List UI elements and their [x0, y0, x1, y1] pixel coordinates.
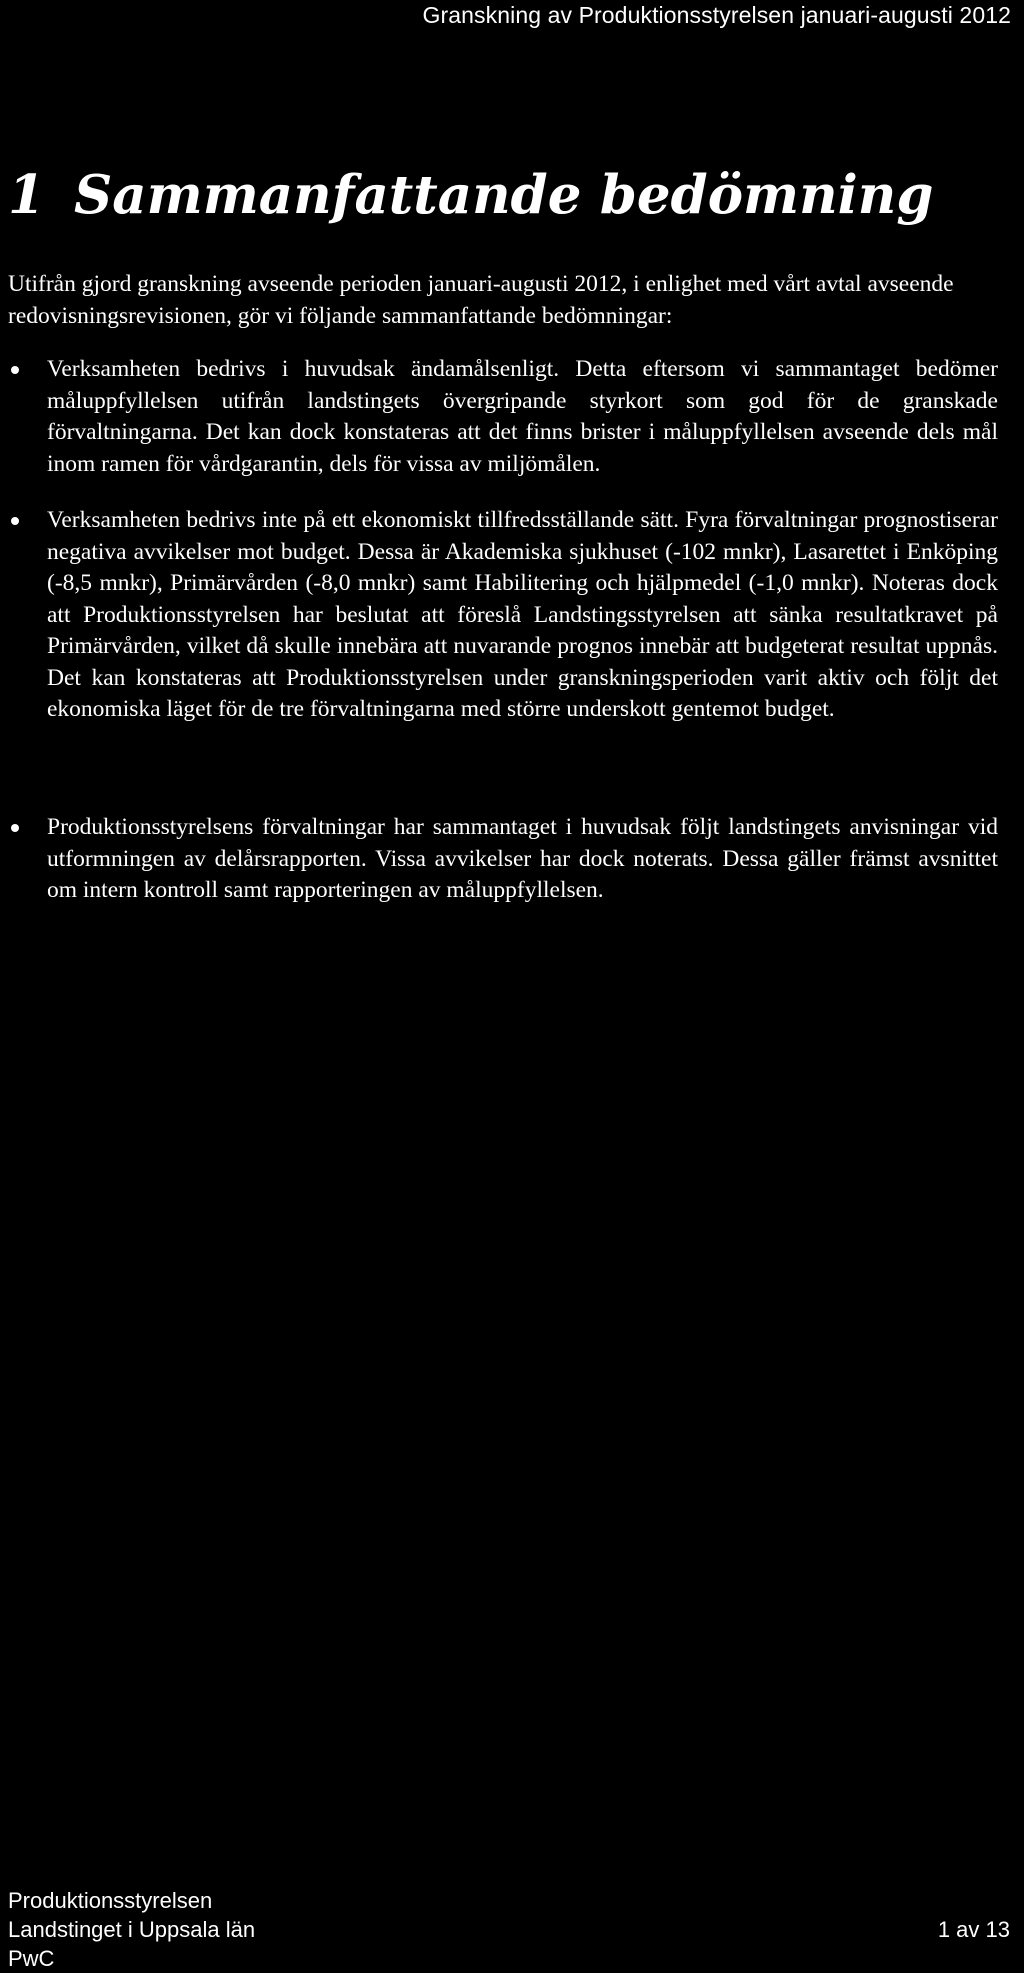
- footer-left: [8, 1886, 255, 1973]
- bullet-list: [8, 812, 998, 907]
- bullet-dot-icon: [11, 824, 19, 832]
- bullet-text-2: Verksamheten bedrivs inte på ett ekonomiskt tillfredsställande sätt. Fyra förvaltningar prognostiserar negativa avvikelser mot budget. Dessa är Akademiska sjukhuset (-102 mnkr), Lasarettet i Enköping (-8,5 mnkr), Primärvården (-8,0 mnkr) samt Habilitering och hjälpmedel (-1,0 mnkr). Noteras dock att Produktionsstyrelsen har beslutat att föreslå Landstingsstyrelsen att sänka resultatkravet på Primärvården, vilket då skulle innebära att nuvarande prognos innebär att budgeterat resultat uppnås. Det kan konstateras att Produktionsstyrelsen under granskningsperioden varit aktiv och följt det ekonomiska läget för de tre förvaltningarna med större underskott gentemot budget.: [47, 507, 998, 722]
- bullet-item-3: [8, 812, 998, 907]
- bullet-list: [8, 354, 998, 480]
- footer-county: Landstinget i Uppsala län: [8, 1917, 256, 1942]
- bullet-item-2: [8, 505, 998, 726]
- bullet-dot-icon: [11, 517, 19, 525]
- intro-paragraph: Utifrån gjord granskning avseende perioden januari-augusti 2012, i enlighet med vårt avtal avseende redovisningsrevisionen, gör vi följande sammanfattande bedömningar:: [8, 271, 954, 329]
- footer-org: Produktionsstyrelsen: [8, 1888, 213, 1913]
- bullet-text-3: Produktionsstyrelsens förvaltningar har sammantaget i huvudsak följt landstingets anvisningar vid utformningen av delårsrapporten. Vissa avvikelser har dock noterats. Dessa gäller främst avsnittet om intern kontroll samt rapporteringen av måluppfyllelsen.: [47, 814, 998, 903]
- bullet-dot-icon: [11, 366, 19, 374]
- running-header: Granskning av Produktionsstyrelsen januari-augusti 2012: [422, 2, 1011, 28]
- footer-firm: PwC: [8, 1946, 55, 1971]
- section-title: Sammanfattande bedömning: [74, 164, 934, 226]
- bullet-text-1: Verksamheten bedrivs i huvudsak ändamålsenligt. Detta eftersom vi sammantaget bedömer måluppfyllelsen utifrån landstingets övergripande styrkort som god för de granskade förvaltningarna. Det kan dock konstateras att det finns brister i måluppfyllelsen avseende dels mål inom ramen för vårdgarantin, dels för vissa av miljömålen.: [47, 356, 998, 477]
- bullet-item-1: [8, 354, 998, 480]
- section-number: 1: [8, 164, 45, 226]
- section-heading: [8, 166, 933, 224]
- bullet-list: [8, 505, 998, 726]
- page-number: 1 av 13: [937, 1917, 1010, 1942]
